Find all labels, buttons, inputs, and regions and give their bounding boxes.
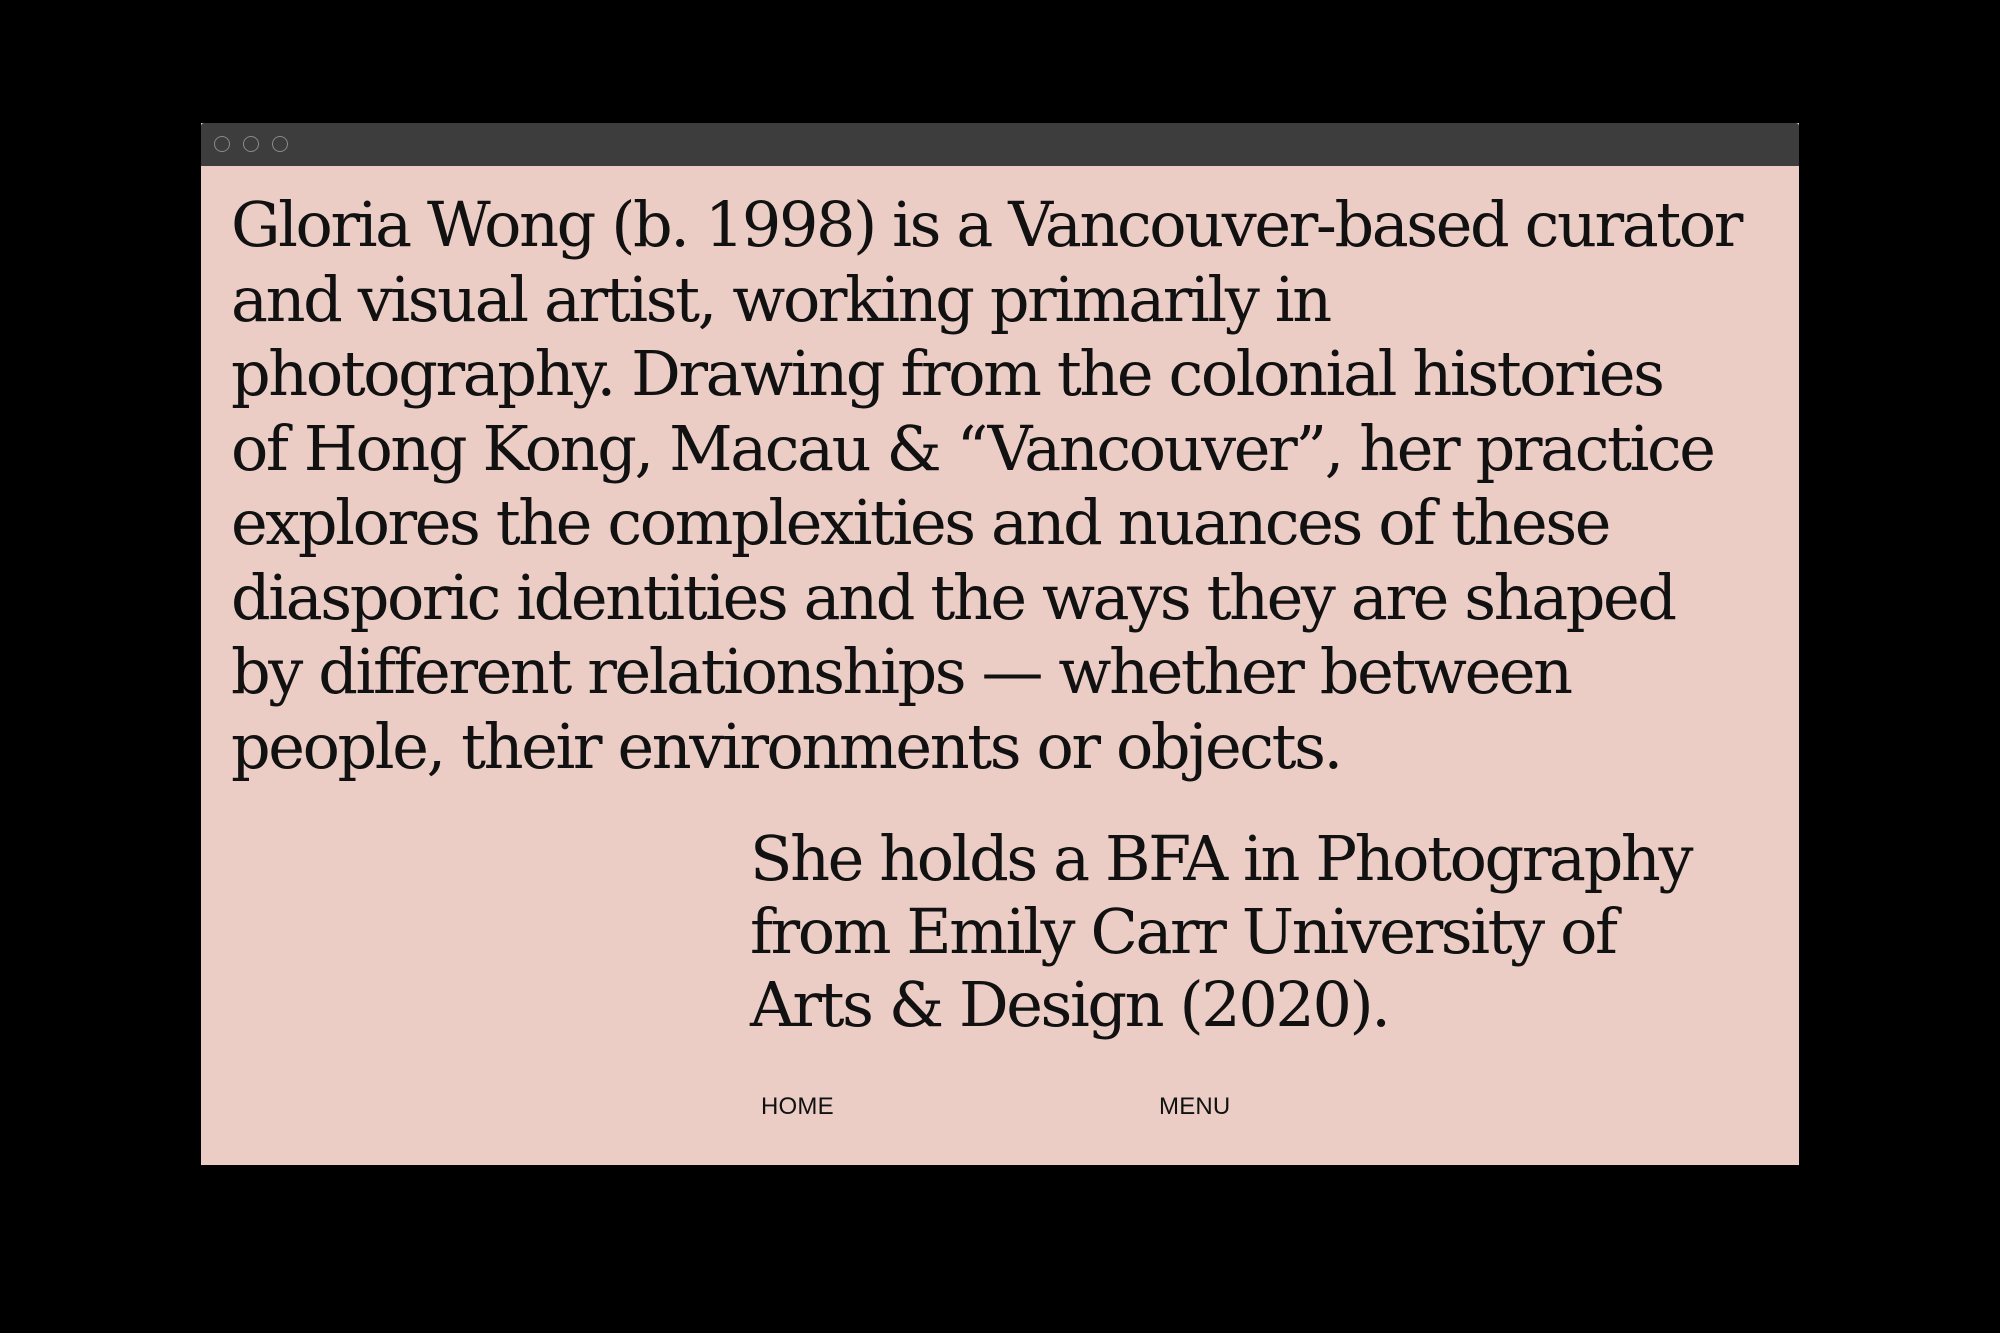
bio-line: explores the complexities and nuances of these: [231, 486, 1610, 559]
bio-line: diasporic identities and the ways they are shaped: [231, 560, 1675, 634]
home-nav-link[interactable]: HOME: [761, 1093, 834, 1120]
bio-line: photography. Drawing from the colonial histories: [231, 337, 1663, 410]
education-paragraph: [750, 822, 1750, 1041]
bio-line: by different relationships — whether between: [231, 635, 1571, 708]
education-line: She holds a BFA in Photography: [750, 822, 1692, 895]
page-content: [201, 166, 1799, 1165]
menu-nav-link[interactable]: MENU: [1159, 1093, 1231, 1120]
close-window-icon[interactable]: [214, 136, 230, 152]
education-line: from Emily Carr University of: [750, 895, 1616, 968]
minimize-window-icon[interactable]: [243, 136, 259, 152]
maximize-window-icon[interactable]: [272, 136, 288, 152]
bio-line: people, their environments or objects.: [231, 709, 1341, 783]
bio-paragraph: [231, 188, 1771, 784]
bio-line: and visual artist, working primarily in: [231, 262, 1330, 336]
education-line: Arts & Design (2020).: [750, 968, 1389, 1041]
browser-window: [201, 123, 1799, 1165]
window-titlebar: [201, 123, 1799, 166]
bio-line: Gloria Wong (b. 1998) is a Vancouver-based curator: [231, 188, 1741, 261]
bio-line: of Hong Kong, Macau & “Vancouver”, her practice: [231, 411, 1714, 485]
